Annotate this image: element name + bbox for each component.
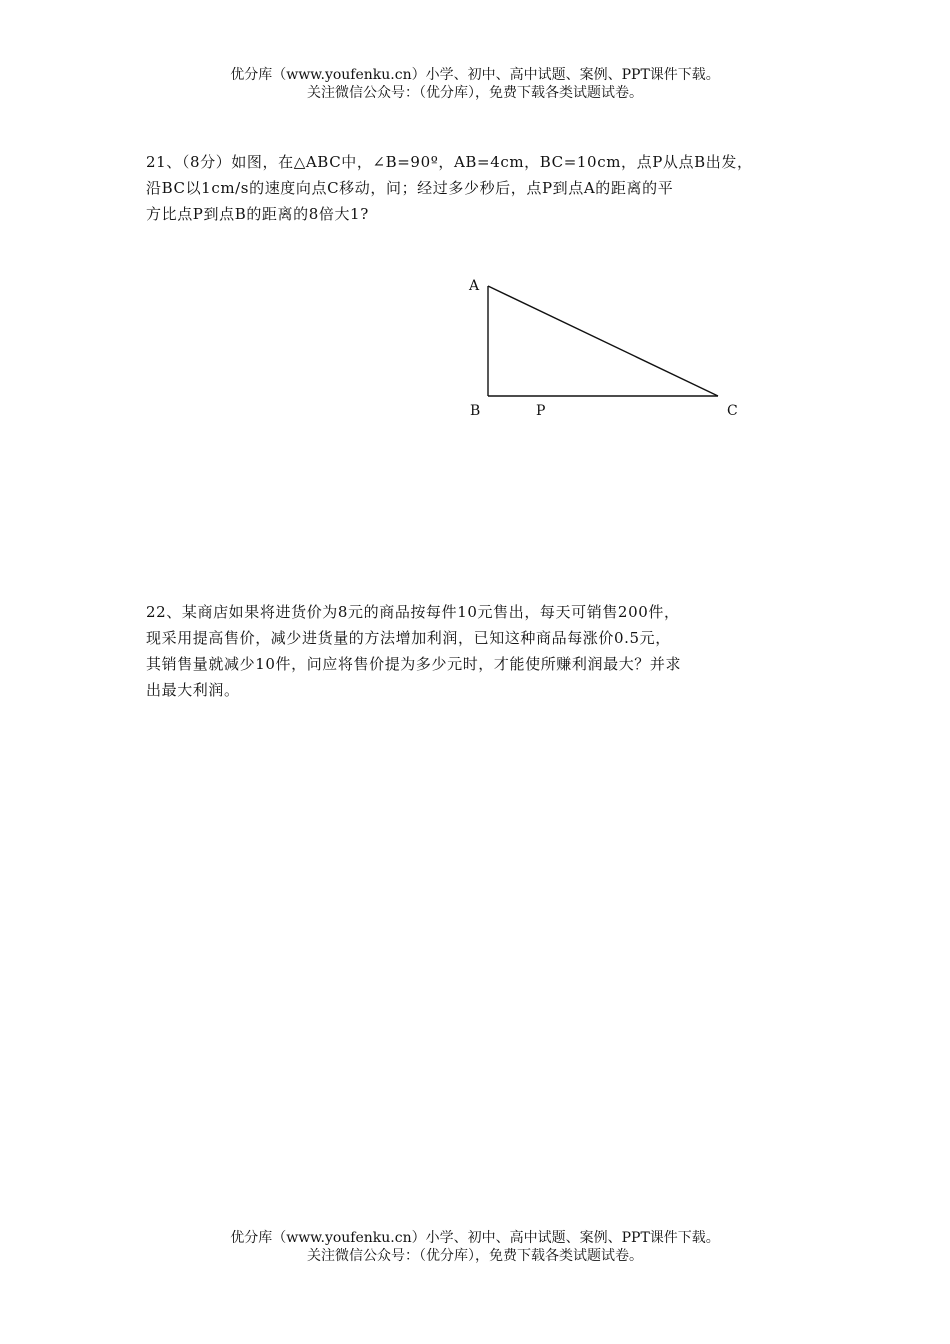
footer-line-1: 优分库（www.youfenku.cn）小学、初中、高中试题、案例、PPT课件下载。 [230, 1230, 720, 1246]
vertex-label-a: A [469, 278, 480, 294]
question-22-line-2: 现采用提高售价，减少进货量的方法增加利润，已知这种商品每涨价0.5元， [146, 629, 671, 647]
point-label-p: P [536, 403, 546, 419]
footer-line-2: 关注微信公众号：（优分库），免费下载各类试题试卷。 [307, 1248, 643, 1264]
question-22-line-4: 出最大利润。 [146, 681, 240, 699]
header-line-2: 关注微信公众号：（优分库），免费下载各类试题试卷。 [307, 85, 643, 101]
header-line-1: 优分库（www.youfenku.cn）小学、初中、高中试题、案例、PPT课件下载。 [230, 67, 720, 83]
question-22-line-1: 22、某商店如果将进货价为8元的商品按每件10元售出，每天可销售200件， [146, 603, 680, 621]
vertex-label-b: B [470, 403, 481, 419]
vertex-label-c: C [727, 403, 738, 419]
page-header [0, 66, 950, 102]
side-ac [488, 286, 718, 396]
question-22-line-3: 其销售量就减少10件，问应将售价提为多少元时，才能使所赚利润最大？并求 [146, 655, 682, 673]
question-22 [146, 599, 821, 703]
question-21-line-1: 21、（8分）如图，在△ABC中，∠B=90º，AB=4cm，BC=10cm，点P从点B出发， [146, 153, 753, 171]
question-21 [146, 149, 821, 227]
page-footer [0, 1229, 950, 1265]
question-21-line-3: 方比点P到点B的距离的8倍大1? [146, 205, 369, 223]
triangle-abc-figure [460, 272, 750, 427]
question-21-line-2: 沿BC以1cm/s的速度向点C移动，问；经过多少秒后，点P到点A的距离的平 [146, 179, 674, 197]
triangle-diagram [460, 272, 750, 427]
